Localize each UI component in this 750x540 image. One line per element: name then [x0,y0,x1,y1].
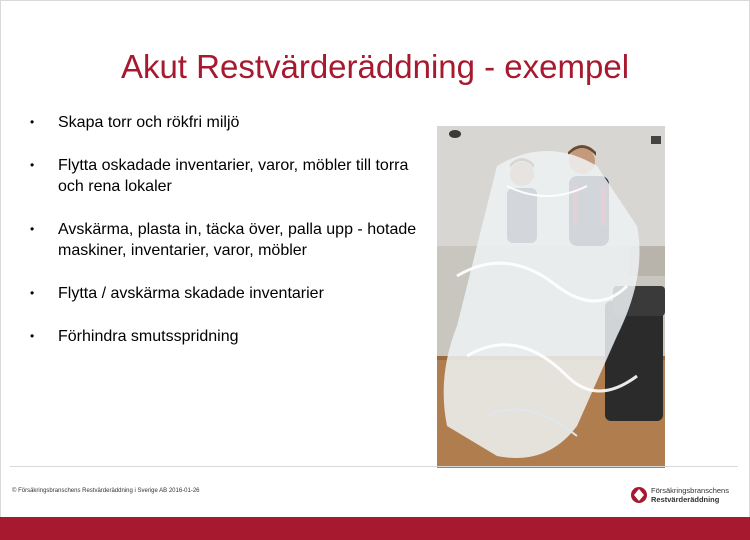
bullet-list [30,112,425,369]
bullet-text: Avskärma, plasta in, täcka över, palla upp - hotade maskiner, inventarier, varor, möbler [58,221,417,259]
bullet-item [30,112,425,133]
bullet-text: Flytta / avskärma skadade inventarier [58,285,324,302]
bullet-text: Skapa torr och rökfri miljö [58,114,240,131]
logo-text [651,486,729,504]
photo-plastic-covering [437,126,665,468]
logo-line-1: Försäkringsbranschens [651,486,729,495]
bullet-item [30,283,425,304]
bullet-dot: • [30,158,35,172]
logo-line-2: Restvärderäddning [651,495,720,504]
company-logo [630,486,729,504]
slide-title: Akut Restvärderäddning - exempel [120,48,630,85]
footer-copyright: © Försäkringsbranschens Restvärderäddning i Sverige AB 2016-01-26 [12,488,200,494]
bullet-item [30,219,425,261]
bullet-dot: • [30,115,35,129]
bullet-item [30,155,425,197]
logo-emblem-icon [630,486,648,504]
bullet-dot: • [30,222,35,236]
bottom-accent-bar [0,517,750,540]
bullet-text: Flytta oskadade inventarier, varor, möbler till torra och rena lokaler [58,157,409,195]
bullet-dot: • [30,329,35,343]
footer-divider [10,466,738,467]
bullet-dot: • [30,286,35,300]
bullet-item [30,326,425,347]
bullet-text: Förhindra smutsspridning [58,328,239,345]
